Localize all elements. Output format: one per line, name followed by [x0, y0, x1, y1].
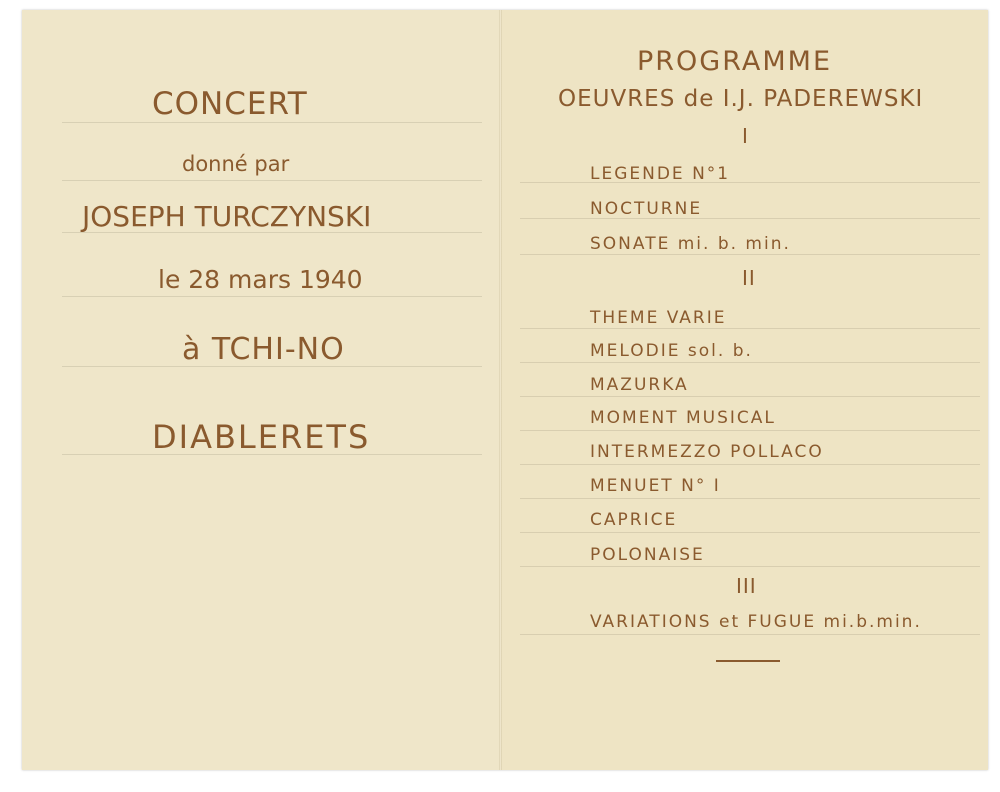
- ruled-line: [520, 218, 980, 219]
- programme-item: THEME VARIE: [590, 308, 727, 328]
- concert-date: le 28 mars 1940: [158, 265, 363, 294]
- cover-panel: [22, 10, 500, 770]
- ruled-line: [520, 362, 980, 363]
- programme-item: NOCTURNE: [590, 199, 703, 219]
- programme-item: POLONAISE: [590, 545, 705, 565]
- section-numeral: III: [736, 574, 757, 598]
- closing-dash: [716, 660, 780, 662]
- programme-item: MAZURKA: [590, 375, 689, 395]
- ruled-line: [62, 180, 482, 181]
- composer-line: OEUVRES de I.J. PADEREWSKI: [558, 86, 924, 112]
- ruled-line: [520, 532, 980, 533]
- performer-name: JOSEPH TURCZYNSKI: [82, 200, 372, 233]
- section-numeral: II: [742, 266, 756, 290]
- concert-venue: à TCHI-NO: [182, 332, 345, 367]
- programme-item: MELODIE sol. b.: [590, 341, 753, 361]
- ruled-line: [520, 464, 980, 465]
- given-by-text: donné par: [182, 152, 290, 176]
- center-fold: [499, 10, 502, 770]
- programme-item: MOMENT MUSICAL: [590, 408, 776, 428]
- concert-title: CONCERT: [152, 86, 308, 122]
- programme-panel: [500, 10, 988, 770]
- concert-town: DIABLERETS: [152, 418, 371, 456]
- section-numeral: I: [742, 124, 749, 148]
- programme-heading: PROGRAMME: [637, 46, 833, 77]
- ruled-line: [520, 328, 980, 329]
- programme-item: LEGENDE N°1: [590, 164, 731, 184]
- programme-item: INTERMEZZO POLLACO: [590, 442, 824, 462]
- ruled-line: [520, 396, 980, 397]
- ruled-line: [62, 122, 482, 123]
- programme-item: MENUET N° I: [590, 476, 721, 496]
- concert-program-sheet: [22, 10, 988, 770]
- ruled-line: [520, 634, 980, 635]
- ruled-line: [520, 566, 980, 567]
- programme-item: CAPRICE: [590, 510, 678, 530]
- ruled-line: [520, 182, 980, 183]
- ruled-line: [62, 296, 482, 297]
- programme-item: VARIATIONS et FUGUE mi.b.min.: [590, 612, 922, 632]
- ruled-line: [520, 498, 980, 499]
- ruled-line: [520, 254, 980, 255]
- programme-item: SONATE mi. b. min.: [590, 234, 791, 254]
- ruled-line: [520, 430, 980, 431]
